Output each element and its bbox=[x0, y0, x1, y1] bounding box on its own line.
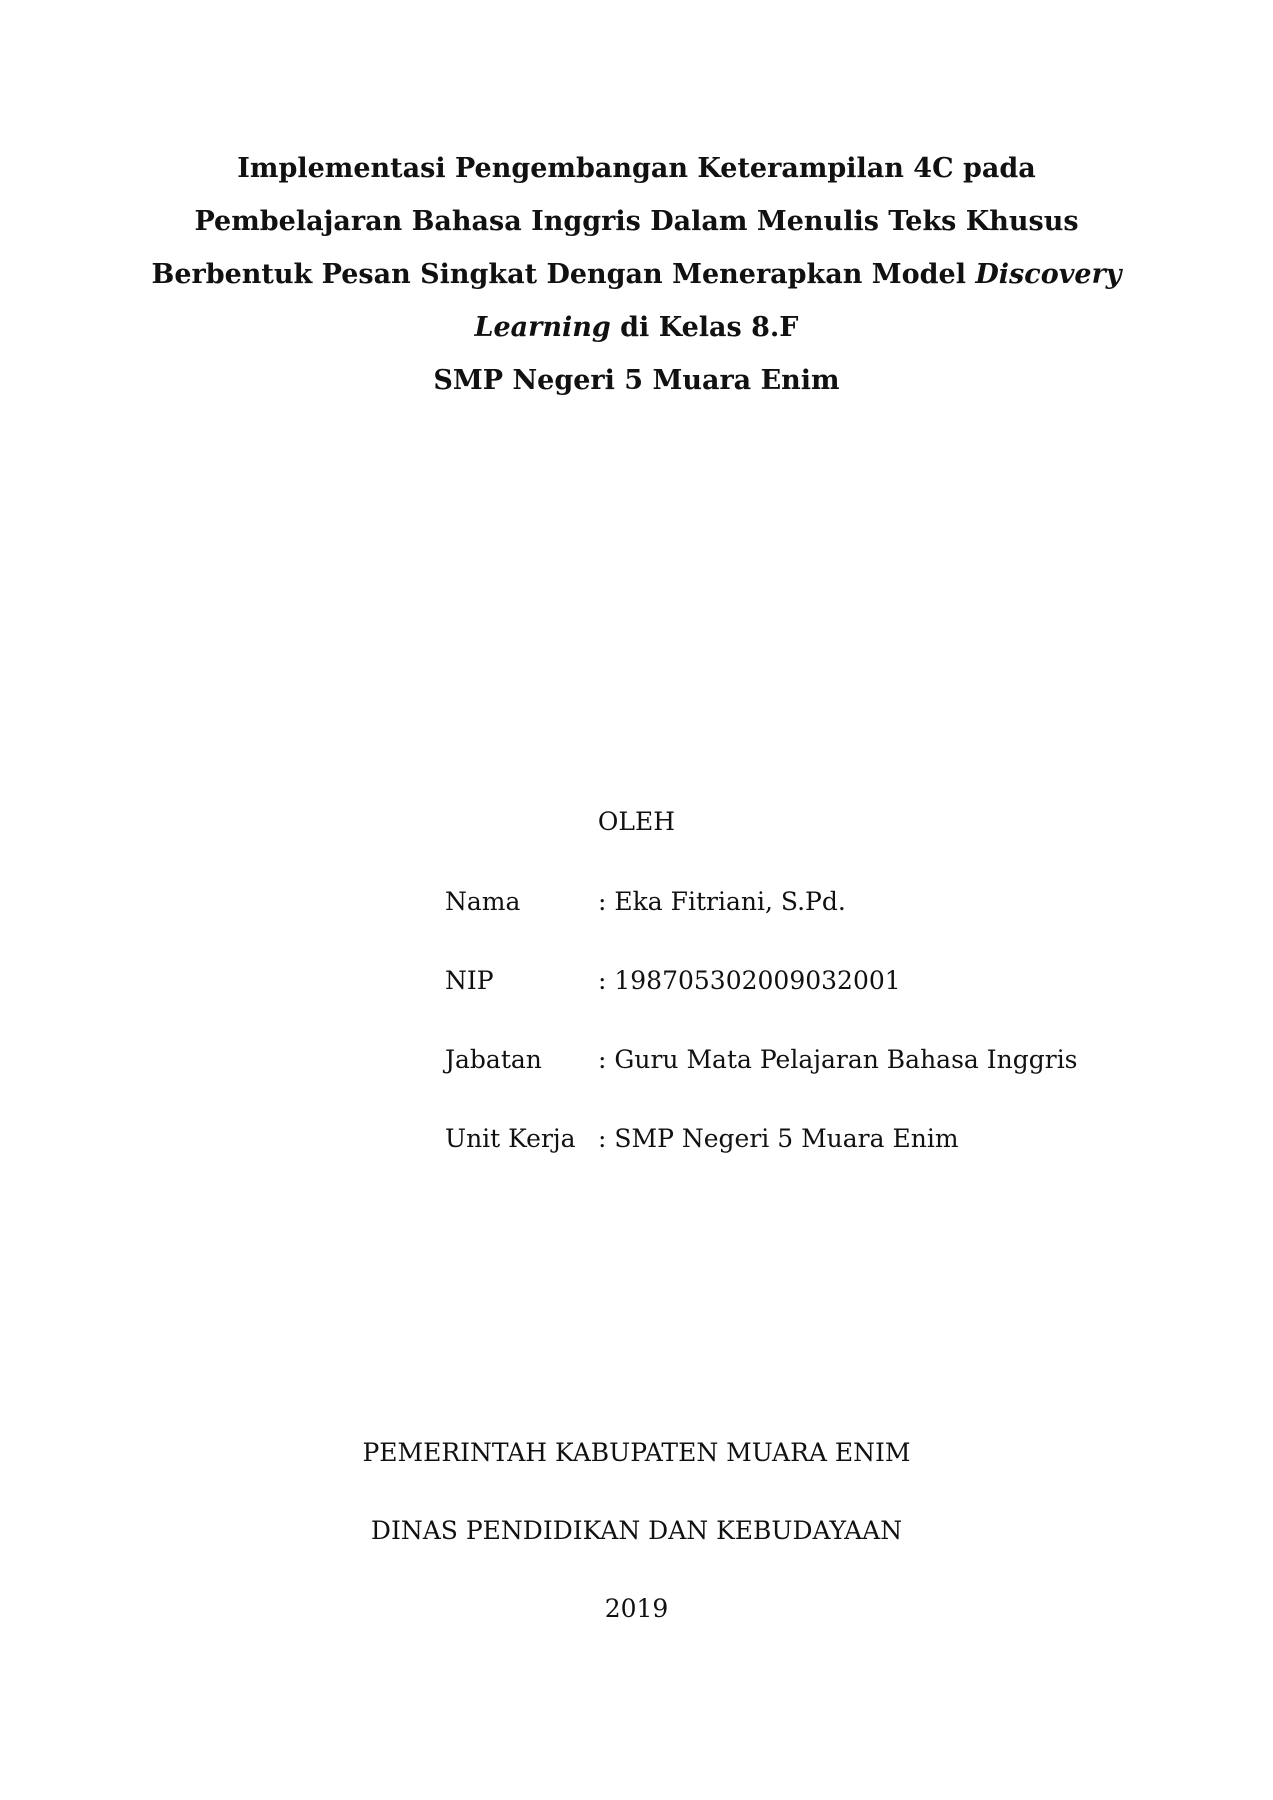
info-row-nip bbox=[445, 964, 1078, 1043]
title-line-3-text: Berbentuk Pesan Singkat Dengan Menerapkan Model bbox=[151, 259, 976, 290]
title-line-2: Pembelajaran Bahasa Inggris Dalam Menulis Teks Khusus bbox=[194, 206, 1079, 237]
title-line-1: Implementasi Pengembangan Keterampilan 4C pada bbox=[237, 153, 1036, 184]
government-name: PEMERINTAH KABUPATEN MUARA ENIM bbox=[362, 1438, 911, 1467]
info-label: Unit Kerja bbox=[445, 1124, 576, 1153]
info-value: : SMP Negeri 5 Muara Enim bbox=[598, 1124, 959, 1153]
institution-footer bbox=[0, 1436, 1273, 1670]
info-label: NIP bbox=[445, 966, 494, 995]
department-name: DINAS PENDIDIKAN DAN KEBUDAYAAN bbox=[370, 1516, 903, 1545]
info-value: : Eka Fitriani, S.Pd. bbox=[598, 887, 846, 916]
info-value: : Guru Mata Pelajaran Bahasa Inggris bbox=[598, 1045, 1078, 1074]
info-row-unit-kerja bbox=[445, 1122, 1078, 1201]
publication-year: 2019 bbox=[604, 1594, 669, 1623]
info-value: : 198705302009032001 bbox=[598, 966, 901, 995]
title-line-5: SMP Negeri 5 Muara Enim bbox=[433, 365, 840, 396]
document-title bbox=[0, 142, 1273, 407]
title-line-4 bbox=[0, 301, 1273, 354]
info-label: Nama bbox=[445, 887, 521, 916]
title-line-4-italic: Learning bbox=[474, 312, 611, 343]
author-info bbox=[445, 885, 1078, 1201]
author-heading: OLEH bbox=[597, 807, 676, 836]
info-row-nama bbox=[445, 885, 1078, 964]
info-label: Jabatan bbox=[445, 1045, 542, 1074]
title-line-4-text: di Kelas 8.F bbox=[610, 312, 799, 343]
info-row-jabatan bbox=[445, 1043, 1078, 1122]
title-line-3 bbox=[0, 248, 1273, 301]
title-line-3-italic: Discovery bbox=[975, 259, 1122, 290]
